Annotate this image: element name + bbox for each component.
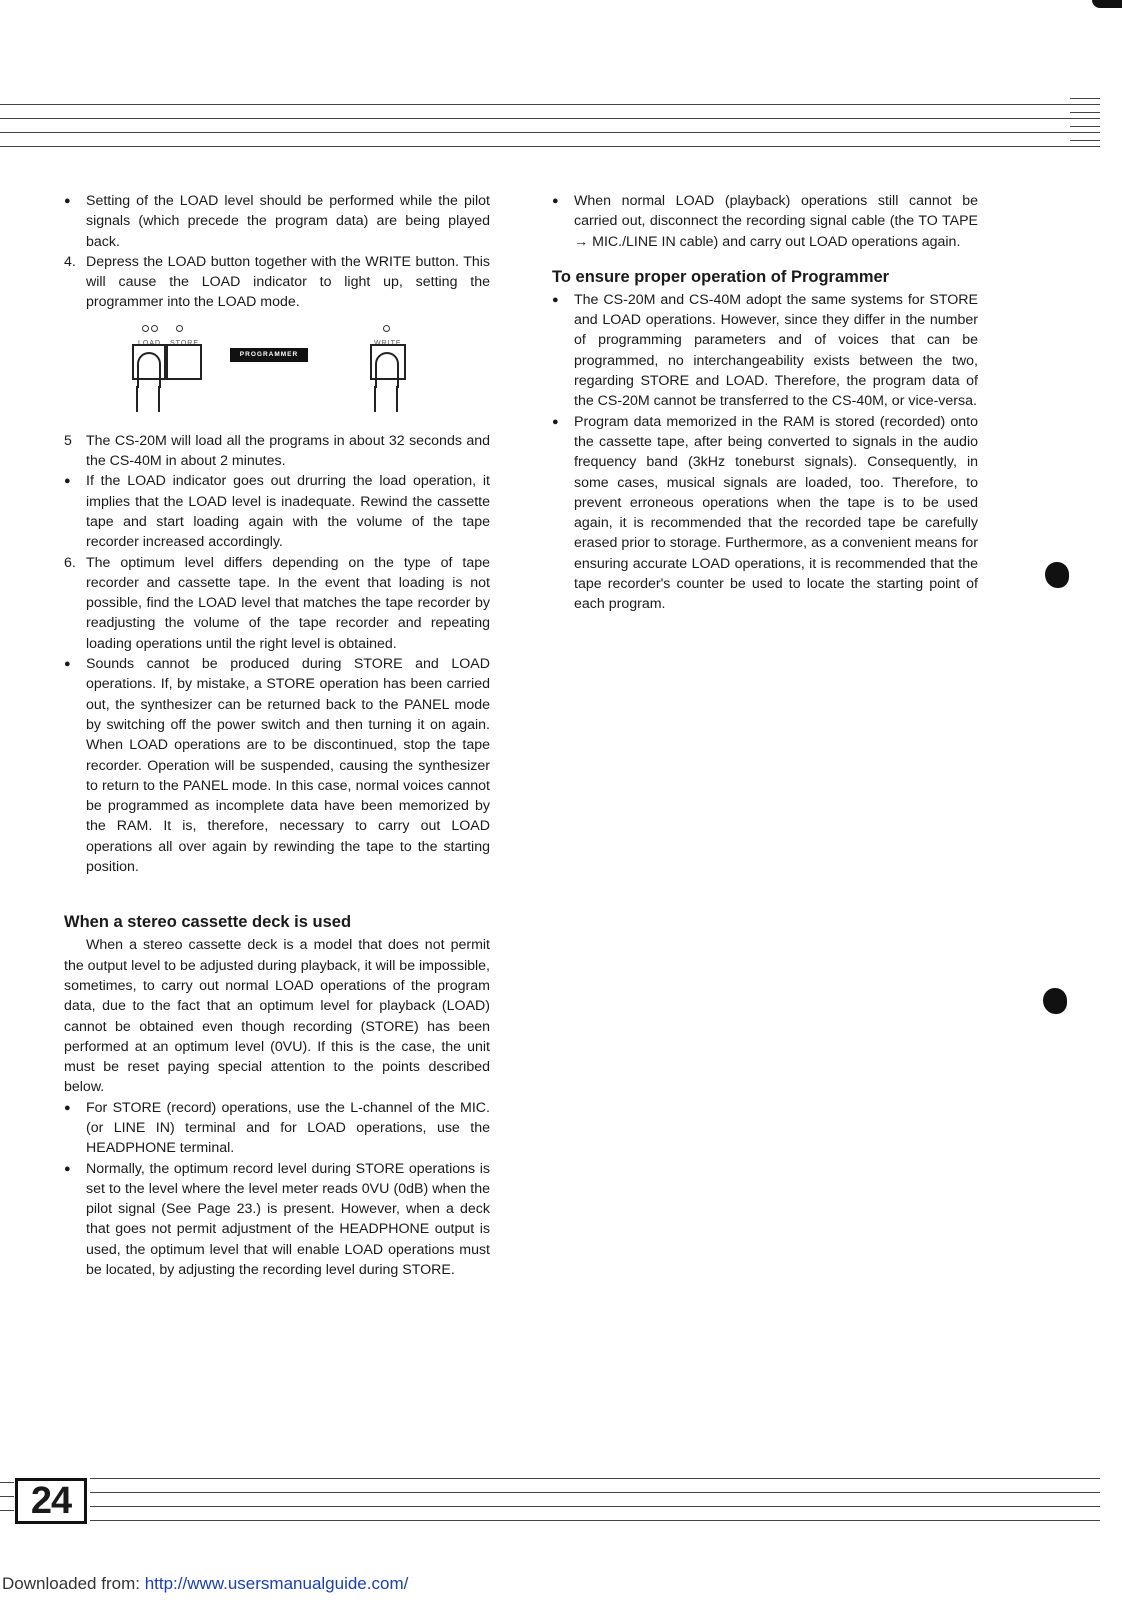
programmer-heading: To ensure proper operation of Programmer xyxy=(552,267,890,286)
left-bullet-2: ● If the LOAD indicator goes out drurring the load operation, it implies that the LOAD level is inadequate. Rewind the cassette tape and start loading again with the volume of the tape recorder increased accordingly. xyxy=(64,471,490,552)
binding-hole-icon xyxy=(1045,562,1069,588)
finger-stem xyxy=(396,386,398,412)
left-step-5 xyxy=(64,431,490,472)
left-bullet-5: ● Normally, the optimum record level during STORE operations is set to the level where the level meter reads 0VU (0dB) when the pilot signal (See Page 23.) is present. However, when a deck that goes not permit adjustment of the HEADPHONE output is used, the optimum level that will enable LOAD operations must be located, by adjusting the recording level during STORE. xyxy=(64,1159,490,1281)
right-bullet-1: ● When normal LOAD (playback) operations still cannot be carried out, disconnect the recording signal cable (the TO TAPE → MIC./LINE IN cable) and carry out LOAD operations again. xyxy=(552,191,978,252)
right-bullet-2: ● The CS-20M and CS-40M adopt the same systems for STORE and LOAD operations. However, since they differ in the number of programming parameters and of voices that can be programmed, no interchangeability exists between the two, regarding STORE and LOAD. Therefore, the program data of the CS-20M cannot be transferred to the CS-40M, or vice-versa. xyxy=(552,290,978,412)
header-tick xyxy=(1070,112,1100,113)
header-tick xyxy=(1070,98,1100,99)
store-button xyxy=(164,344,202,380)
header-rule xyxy=(0,132,1100,133)
step-number: 6. xyxy=(64,554,76,571)
footer-prefix: Downloaded from: xyxy=(2,1574,140,1593)
step-number: 4. xyxy=(64,253,76,270)
stereo-deck-heading: When a stereo cassette deck is used xyxy=(64,913,352,932)
left-bullet-3: ● Sounds cannot be produced during STORE and LOAD operations. If, by mistake, a STORE operation has been carried out, the synthesizer can be returned back to the PANEL mode by switching off the power switch and then turning it on again. When LOAD operations are to be discontinued, stop the tape recorder. Operation will be suspended, causing the synthesizer to return to the PANEL mode. In this case, normal voices cannot be programmed as incomplete data have been memorized by the RAM. It is, therefore, necessary to carry out LOAD operations all over again by rewinding the tape to the starting position. xyxy=(64,654,490,877)
footer-rule xyxy=(90,1478,1100,1479)
programmer-figure xyxy=(64,313,490,431)
step-number: 5 xyxy=(64,432,72,449)
right-bullet-3: ● Program data memorized in the RAM is stored (recorded) onto the cassette tape, after being converted to signals in the audio frequency band (3kHz toneburst signals). Consequently, in some cases, musical signals are loaded, too. Therefore, to prevent erroneous operations when the tape is to be used again, it is recommended that the recorded tape be carefully erased prior to storage. Furthermore, as a convenient means for ensuring accurate LOAD operations, it is recommended that the tape recorder's counter be used to locate the starting point of each program. xyxy=(552,412,978,615)
section-gap xyxy=(64,877,490,911)
left-step-4 xyxy=(64,252,490,313)
programmer-badge: PROGRAMMER xyxy=(230,348,308,362)
header-tick xyxy=(1070,126,1100,127)
section-gap xyxy=(552,252,978,266)
left-column xyxy=(64,191,490,1280)
footer-rule xyxy=(90,1506,1100,1507)
step-text: The optimum level differs depending on the type of tape recorder and cassette tape. In the event that loading is not possible, find the LOAD level that matches the tape recorder by readjusting the volume of the tape recorder and repeating loading operations until the right level is obtained. xyxy=(86,554,490,652)
step-text: The CS-20M will load all the programs in about 32 seconds and the CS-40M in about 2 minutes. xyxy=(86,432,490,470)
step-text: Depress the LOAD button together with the WRITE button. This will cause the LOAD indicator to light up, setting the programmer into the LOAD mode. xyxy=(86,253,490,311)
finger-icon xyxy=(375,352,399,388)
stereo-deck-paragraph: When a stereo cassette deck is a model that does not permit the output level to be adjusted during playback, it will be impossible, sometimes, to carry out normal LOAD operations of the program data, due to the fact that an optimum level for playback (LOAD) cannot be obtained even though recording (STORE) has been performed at an optimum level (0VU). If this is the case, the unit must be reset paying special attention to the points described below. xyxy=(64,937,490,1096)
footer-rule xyxy=(0,1496,14,1497)
header-rule xyxy=(0,146,1100,147)
download-footer xyxy=(2,1574,408,1594)
right-column xyxy=(552,191,978,615)
header-tick xyxy=(1070,140,1100,141)
footer-rule xyxy=(0,1482,14,1483)
write-label: WRITE xyxy=(374,339,402,347)
store-label: STORE xyxy=(170,339,199,347)
header-rule xyxy=(0,118,1100,119)
page-number: 24 xyxy=(15,1478,87,1524)
left-step-6 xyxy=(64,553,490,654)
footer-rule xyxy=(0,1510,14,1511)
binding-hole-icon xyxy=(1043,988,1067,1014)
finger-icon xyxy=(137,352,161,388)
header-rule xyxy=(0,104,1100,105)
load-led-icon xyxy=(142,325,149,332)
finger-stem xyxy=(136,386,138,412)
load-label: LOAD xyxy=(138,339,162,347)
write-led-icon xyxy=(383,325,390,332)
load-led-icon xyxy=(151,325,158,332)
finger-stem xyxy=(374,386,376,412)
left-bullet-1: ● Setting of the LOAD level should be performed while the pilot signals (which precede the program data) are being played back. xyxy=(64,191,490,252)
left-bullet-4: ● For STORE (record) operations, use the L-channel of the MIC. (or LINE IN) terminal and for LOAD operations, use the HEADPHONE terminal. xyxy=(64,1098,490,1159)
footer-rule xyxy=(90,1492,1100,1493)
scan-mark xyxy=(1092,0,1122,8)
footer-rule xyxy=(90,1520,1100,1521)
footer-link[interactable]: http://www.usersmanualguide.com/ xyxy=(144,1574,409,1593)
store-led-icon xyxy=(176,325,183,332)
finger-stem xyxy=(158,386,160,412)
